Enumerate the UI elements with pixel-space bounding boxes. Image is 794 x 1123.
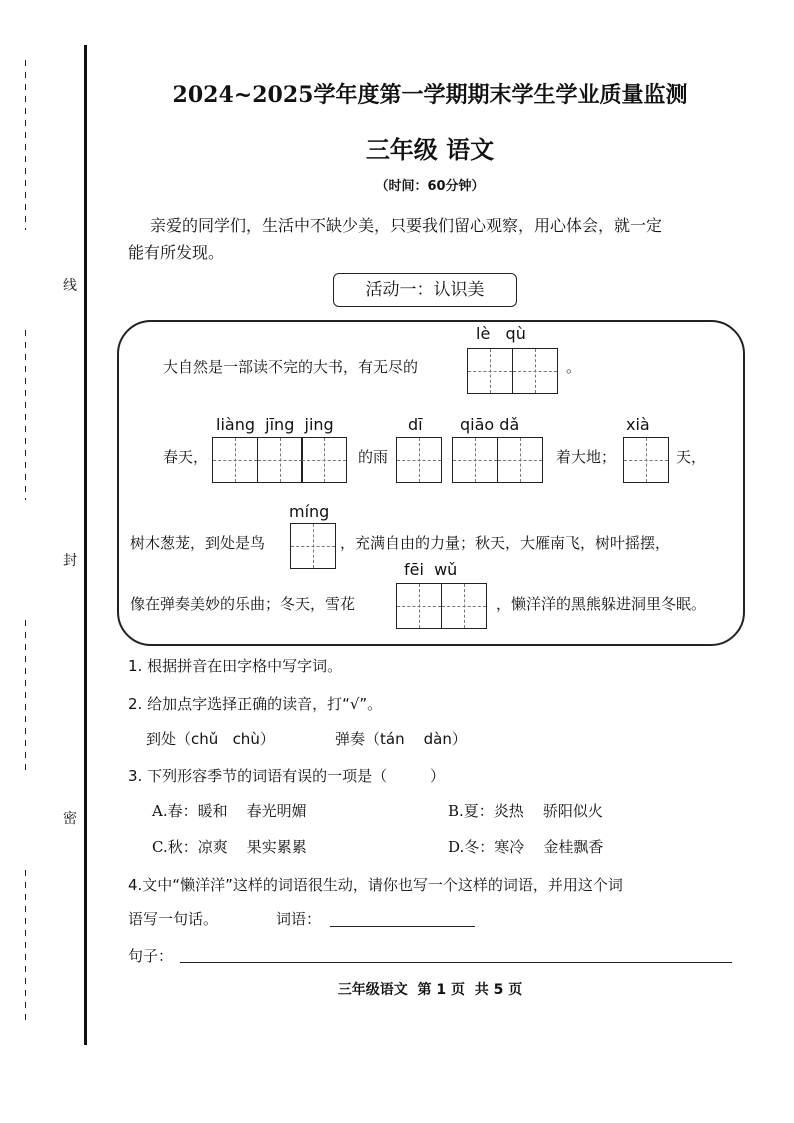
pinyin-di: dī [408,415,423,434]
question-3-option-c[interactable]: C.秋：凉爽 果实累累 [152,838,307,856]
question-3: 3. 下列形容季节的词语有误的一项是（ ） [128,767,445,785]
question-4-line2: 语写一句话。 [128,910,219,928]
tianzige-feiwu[interactable] [396,583,487,629]
binding-line [84,45,87,1045]
question-4-sentence-blank[interactable] [180,961,732,963]
passage-zhe-dadi: 着大地； [556,448,617,466]
margin-dash [25,60,26,230]
margin-dash [25,870,26,1020]
pinyin-lequ: lè qù [476,324,526,343]
question-2: 2. 给加点字选择正确的读音，打“√”。 [128,695,383,713]
exam-title: 2024~2025学年度第一学期期末学生学业质量监测 [172,82,688,108]
question-2-option-a: 到处（chǔ chù） [146,730,275,748]
question-3-option-d[interactable]: D.冬：寒冷 金桂飘香 [448,838,604,856]
tianzige-xia[interactable] [623,437,669,483]
tianzige-di[interactable] [396,437,442,483]
question-4-sentence-label: 句子： [128,947,174,965]
question-2-option-b: 弹奏（tán dàn） [335,730,467,748]
pinyin-liangjingjing: liàng jīng jing [216,415,334,434]
page-footer: 三年级语文 第 1 页 共 5 页 [337,982,523,998]
question-3-option-a[interactable]: A.春：暖和 春光明媚 [152,802,307,820]
question-3-option-b[interactable]: B.夏：炎热 骄阳似火 [448,802,603,820]
passage-p1: 大自然是一部读不完的大书，有无尽的 [163,358,419,376]
intro-line1: 亲爱的同学们，生活中不缺少美，只要我们留心观察，用心体会，就一定 [150,216,663,235]
margin-dash [25,330,26,500]
margin-dash [25,620,26,770]
passage-winter1: 像在弹奏美妙的乐曲；冬天，雪花 [130,595,356,613]
question-4-word-label: 词语： [276,910,322,928]
intro-line2: 能有所发现。 [128,243,225,262]
pinyin-ming: míng [289,502,330,521]
pinyin-xia: xià [626,415,650,434]
tianzige-lequ[interactable] [467,348,558,394]
question-4-word-blank[interactable] [330,925,475,927]
margin-seal-char: 封 [63,553,77,569]
tianzige-ming[interactable] [290,523,336,569]
margin-line-char: 线 [63,278,77,294]
exam-time: （时间：60分钟） [375,179,485,194]
question-4-line1: 4.文中“懒洋洋”这样的词语很生动，请你也写一个这样的词语，并用这个词 [128,876,623,894]
pinyin-qiaoda: qiāo dǎ [460,415,520,434]
passage-spring: 春天， [163,448,209,466]
passage-tian: 天， [676,448,707,466]
tianzige-liangjingjing[interactable] [212,437,347,483]
passage-summer2: ，充满自由的力量；秋天，大雁南飞，树叶摇摆， [340,534,671,552]
activity-title: 活动一：认识美 [333,273,517,307]
subject-title: 三年级 语文 [365,135,495,164]
margin-secret-char: 密 [63,811,77,827]
question-1: 1. 根据拼音在田字格中写字词。 [128,657,343,675]
tianzige-qiaoda[interactable] [452,437,543,483]
passage-p1-end: 。 [566,358,582,376]
passage-de-yu: 的雨 [358,448,389,466]
passage-summer: 树木葱茏，到处是鸟 [130,534,266,552]
pinyin-feiwu: fēi wǔ [404,560,458,579]
passage-winter2: ，懒洋洋的黑熊躲进洞里冬眠。 [496,595,707,613]
